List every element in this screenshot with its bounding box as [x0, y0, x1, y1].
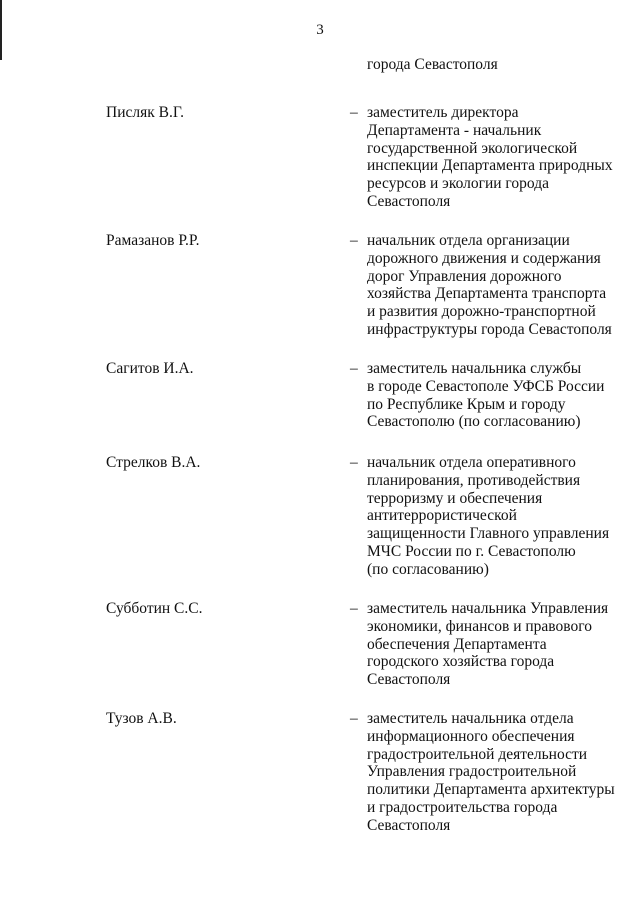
person-name: Субботин С.С.	[106, 600, 203, 617]
person-name: Рамазанов Р.Р.	[106, 232, 200, 249]
dash: –	[350, 454, 358, 471]
person-name: Стрелков В.А.	[106, 454, 201, 471]
person-name: Тузов А.В.	[106, 710, 177, 727]
dash: –	[350, 710, 358, 727]
dash: –	[350, 104, 358, 121]
position-description: начальник отдела организации дорожного движения и содержания дорог Управления дорожного хозяйства Департамента транспорта и развития дорожно-транспортной инфраструктуры города Севастополя	[367, 232, 612, 338]
position-description: заместитель начальника службы в городе Севастополе УФСБ России по Республике Крым и городу Севастополю (по согласованию)	[367, 360, 605, 431]
position-description: заместитель начальника отдела информационного обеспечения градостроительной деятельности Управления градостроительной политики Департамента архитектуры и градостроительства города Севастополя	[367, 710, 615, 834]
dash: –	[350, 232, 358, 249]
position-description: начальник отдела оперативного планирования, противодействия терроризму и обеспечения антитеррористической защищенности Главного управления МЧС России по г. Севастополю (по согласованию)	[367, 454, 610, 578]
position-description: заместитель начальника Управления экономики, финансов и правового обеспечения Департамента городского хозяйства города Севастополя	[367, 600, 609, 689]
person-name: Сагитов И.А.	[106, 360, 194, 377]
continuation-text: города Севастополя	[367, 56, 498, 73]
position-description: заместитель директора Департамента - начальник государственной экологической инспекции Департамента природных ресурсов и экологии города Севастополя	[367, 104, 613, 210]
page-number: 3	[316, 22, 324, 38]
person-name: Писляк В.Г.	[106, 104, 184, 121]
dash: –	[350, 360, 358, 377]
dash: –	[350, 600, 358, 617]
